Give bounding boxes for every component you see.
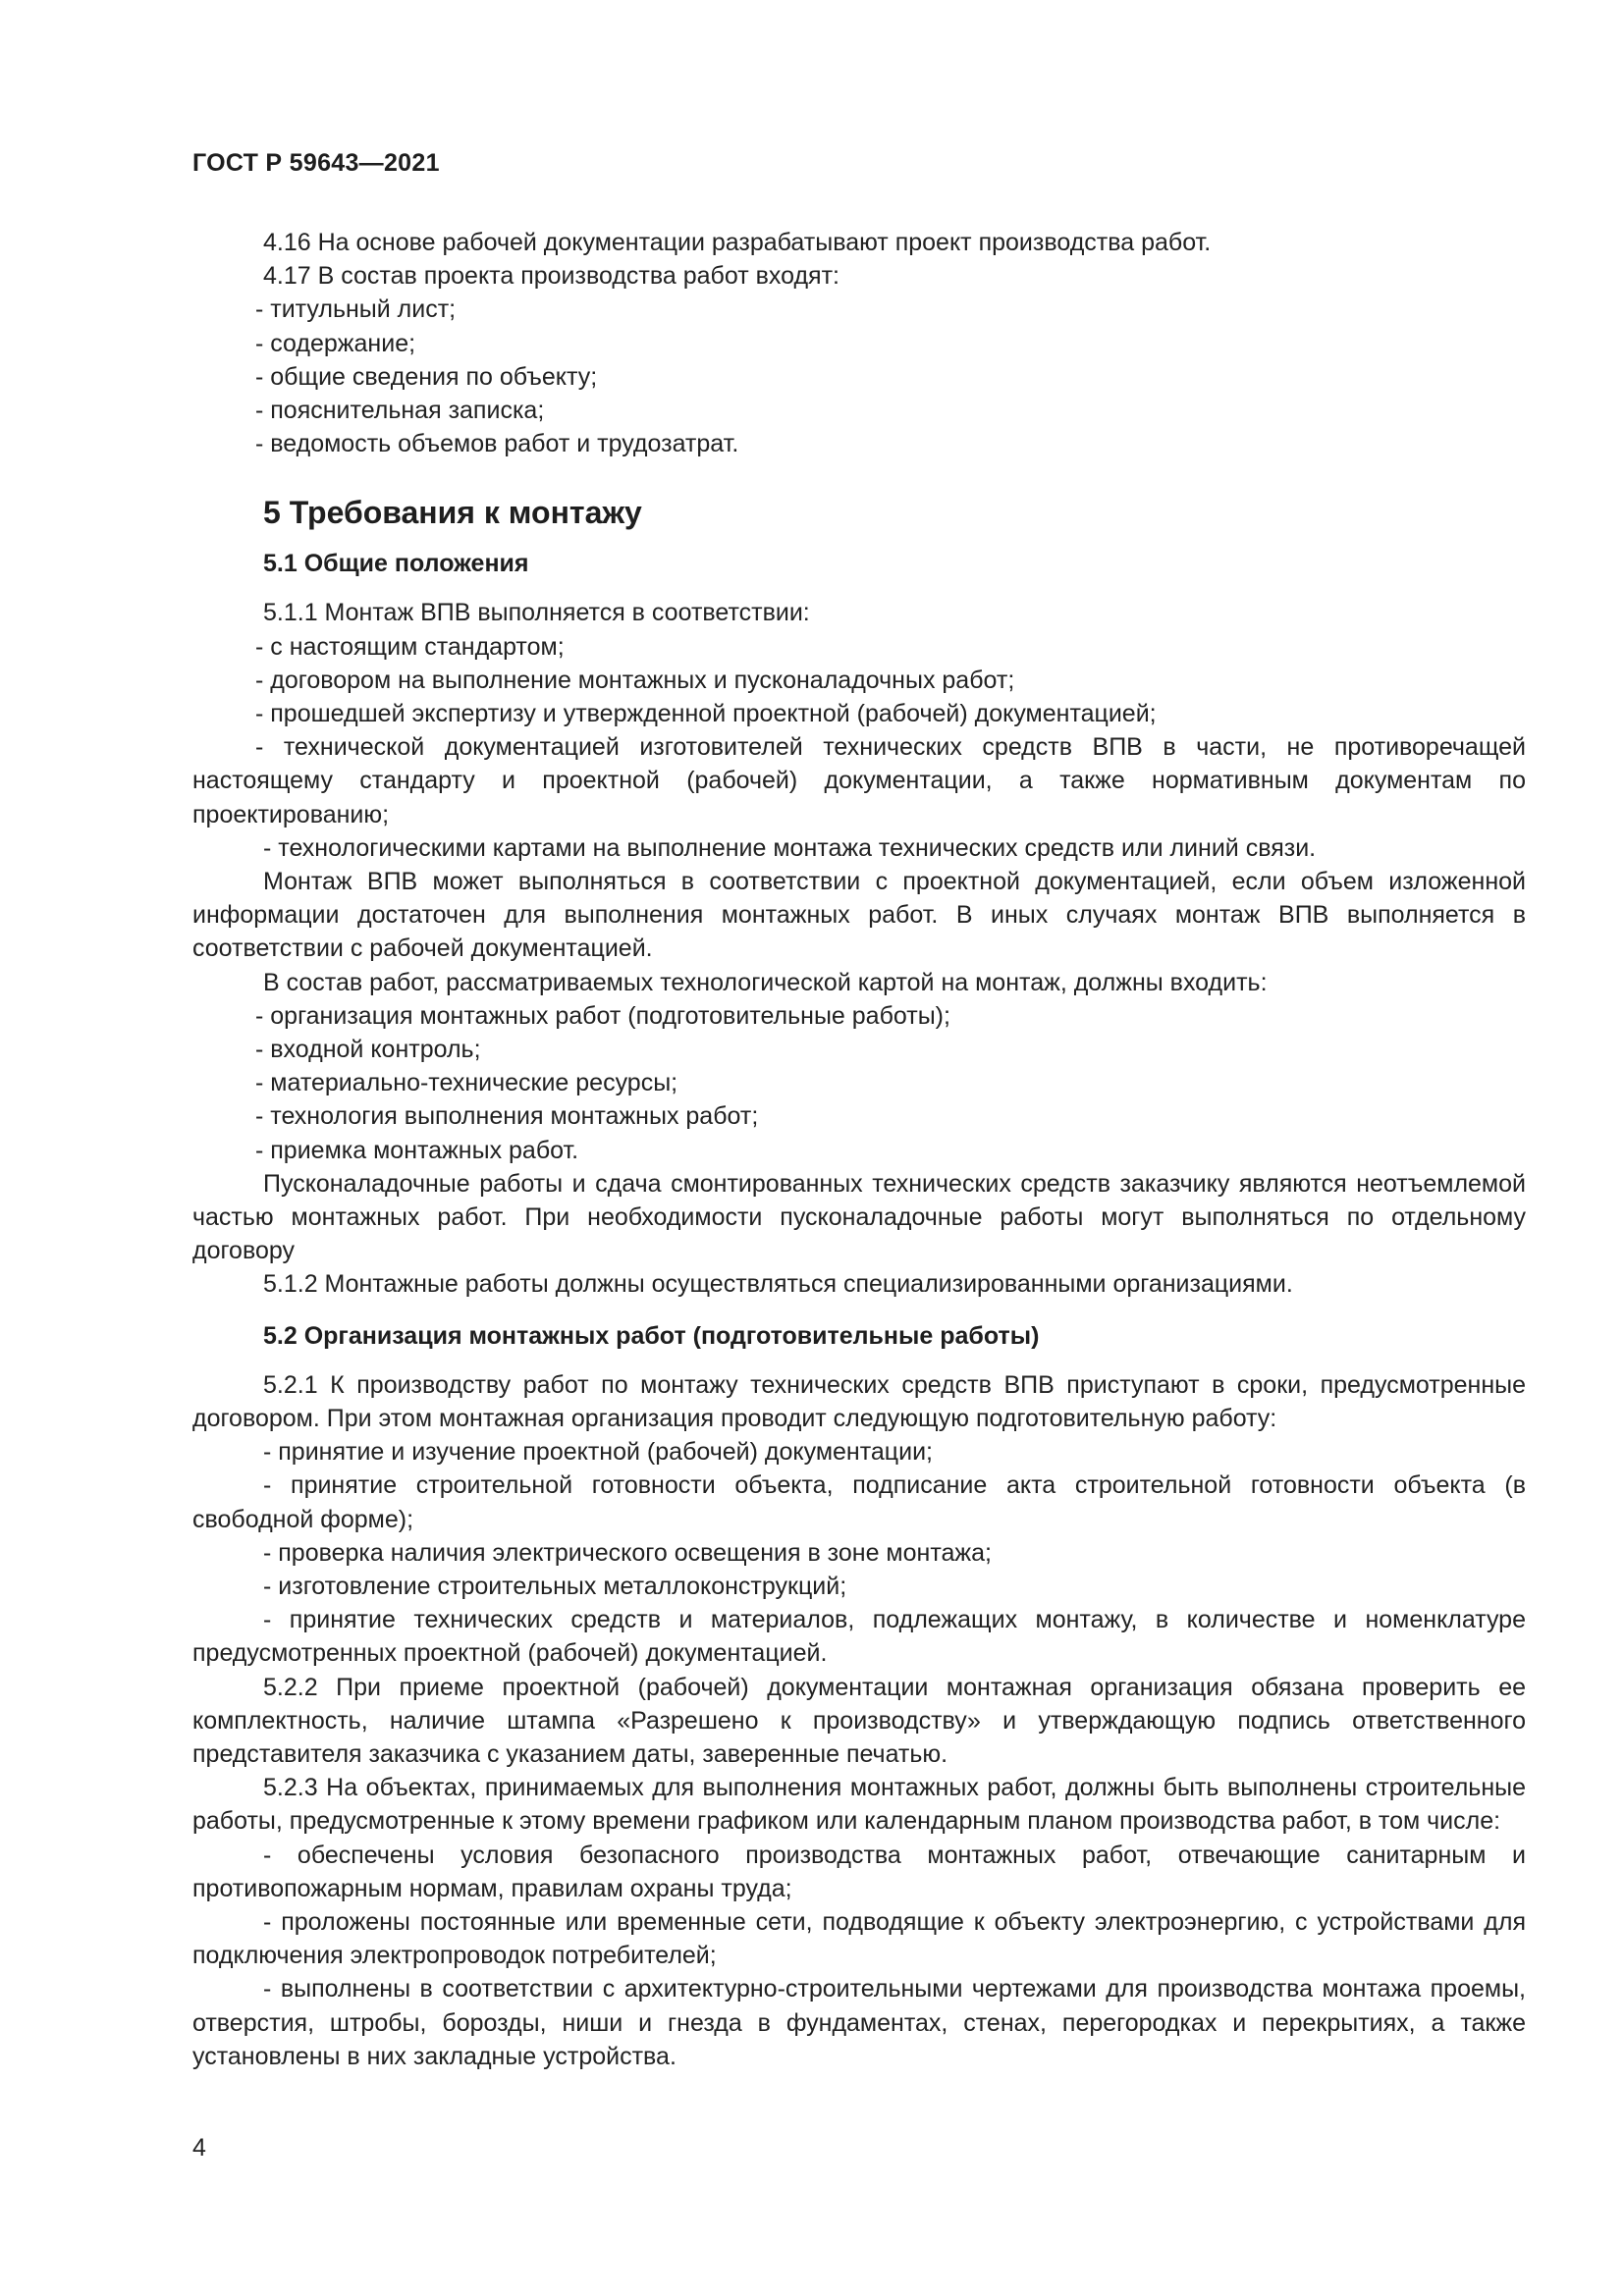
page-number: 4 [192, 2134, 206, 2162]
list-item: - организация монтажных работ (подготовительные работы); [255, 1001, 950, 1030]
list-item: - технической документацией изготовителей технических средств ВПВ в части, не противоречащей настоящему стандарту и проектной (рабочей) документации, а также нормативным документам по проектированию; [192, 733, 1526, 828]
list-item: - с настоящим стандартом; [255, 632, 565, 661]
clause-5-2-2: 5.2.2 При приеме проектной (рабочей) документации монтажная организация обязана проверить ее комплектность, наличие штампа «Разрешено к производству» и утверждающую подпись ответственного представителя заказчика с указанием даты, заверенные печатью. [192, 1673, 1526, 1768]
document-code-header: ГОСТ Р 59643—2021 [192, 149, 440, 177]
list-item: - содержание; [255, 329, 416, 357]
clause-5-2-3: 5.2.3 На объектах, принимаемых для выполнения монтажных работ, должны быть выполнены строительные работы, предусмотренные к этому времени графиком или календарным планом производства работ, в том числе: [192, 1774, 1526, 1836]
clause-5-1-1: 5.1.1 Монтаж ВПВ выполняется в соответствии: [263, 599, 810, 627]
list-item: - договором на выполнение монтажных и пусконаладочных работ; [255, 666, 1015, 694]
paragraph: В состав работ, рассматриваемых технологической картой на монтаж, должны входить: [263, 968, 1268, 996]
list-item: - титульный лист; [255, 295, 457, 324]
subsection-5-1-title: 5.1 Общие положения [263, 550, 529, 578]
document-body [192, 226, 1526, 2073]
document-page [192, 0, 1526, 2296]
list-item: - материально-технические ресурсы; [255, 1069, 678, 1097]
list-item: - выполнены в соответствии с архитектурно-строительными чертежами для производства монтажа проемы, отверстия, штробы, борозды, ниши и гнезда в фундаментах, стенах, перегородках и перекрытиях, а также установлены в них закладные устройства. [192, 1975, 1526, 2070]
list-item: - общие сведения по объекту; [255, 362, 598, 391]
list-item: - проверка наличия электрического освещения в зоне монтажа; [263, 1538, 992, 1567]
list-item: - технологическими картами на выполнение монтажа технических средств или линий связи. [263, 833, 1317, 862]
list-item: - принятие строительной готовности объекта, подписание акта строительной готовности объекта (в свободной форме); [192, 1471, 1526, 1533]
list-item: - ведомость объемов работ и трудозатрат. [255, 430, 739, 458]
clause-4-17: 4.17 В состав проекта производства работ входят: [263, 262, 839, 291]
list-item: - принятие и изучение проектной (рабочей) документации; [263, 1438, 933, 1467]
list-item: - прошедшей экспертизу и утвержденной проектной (рабочей) документацией; [255, 700, 1157, 728]
clause-5-2-1: 5.2.1 К производству работ по монтажу технических средств ВПВ приступают в сроки, предусмотренные договором. При этом монтажная организация проводит следующую подготовительную работу: [192, 1370, 1526, 1432]
section-5-title: 5 Требования к монтажу [263, 495, 642, 531]
list-item: - изготовление строительных металлоконструкций; [263, 1572, 847, 1600]
list-item: - входной контроль; [255, 1036, 481, 1064]
paragraph: Пусконаладочные работы и сдача смонтированных технических средств заказчику являются неотъемлемой частью монтажных работ. При необходимости пусконаладочные работы могут выполняться по отдельному договору [192, 1169, 1526, 1265]
list-item: - приемка монтажных работ. [255, 1136, 579, 1164]
clause-5-1-2: 5.1.2 Монтажные работы должны осуществляться специализированными организациями. [263, 1270, 1293, 1299]
paragraph: Монтаж ВПВ может выполняться в соответствии с проектной документацией, если объем изложенной информации достаточен для выполнения монтажных работ. В иных случаях монтаж ВПВ выполняется в соответствии с рабочей документацией. [192, 868, 1526, 963]
list-item: - пояснительная записка; [255, 397, 545, 425]
list-item: - проложены постоянные или временные сети, подводящие к объекту электроэнергию, с устройствами для подключения электропроводок потребителей; [192, 1907, 1526, 1970]
clause-4-16: 4.16 На основе рабочей документации разрабатывают проект производства работ. [263, 229, 1212, 256]
list-item: - технология выполнения монтажных работ; [255, 1102, 759, 1131]
list-item: - принятие технических средств и материалов, подлежащих монтажу, в количестве и номенклатуре предусмотренных проектной (рабочей) документацией. [192, 1606, 1526, 1668]
subsection-5-2-title: 5.2 Организация монтажных работ (подготовительные работы) [263, 1321, 1040, 1350]
list-item: - обеспечены условия безопасного производства монтажных работ, отвечающие санитарным и противопожарным нормам, правилам охраны труда; [192, 1841, 1526, 1902]
